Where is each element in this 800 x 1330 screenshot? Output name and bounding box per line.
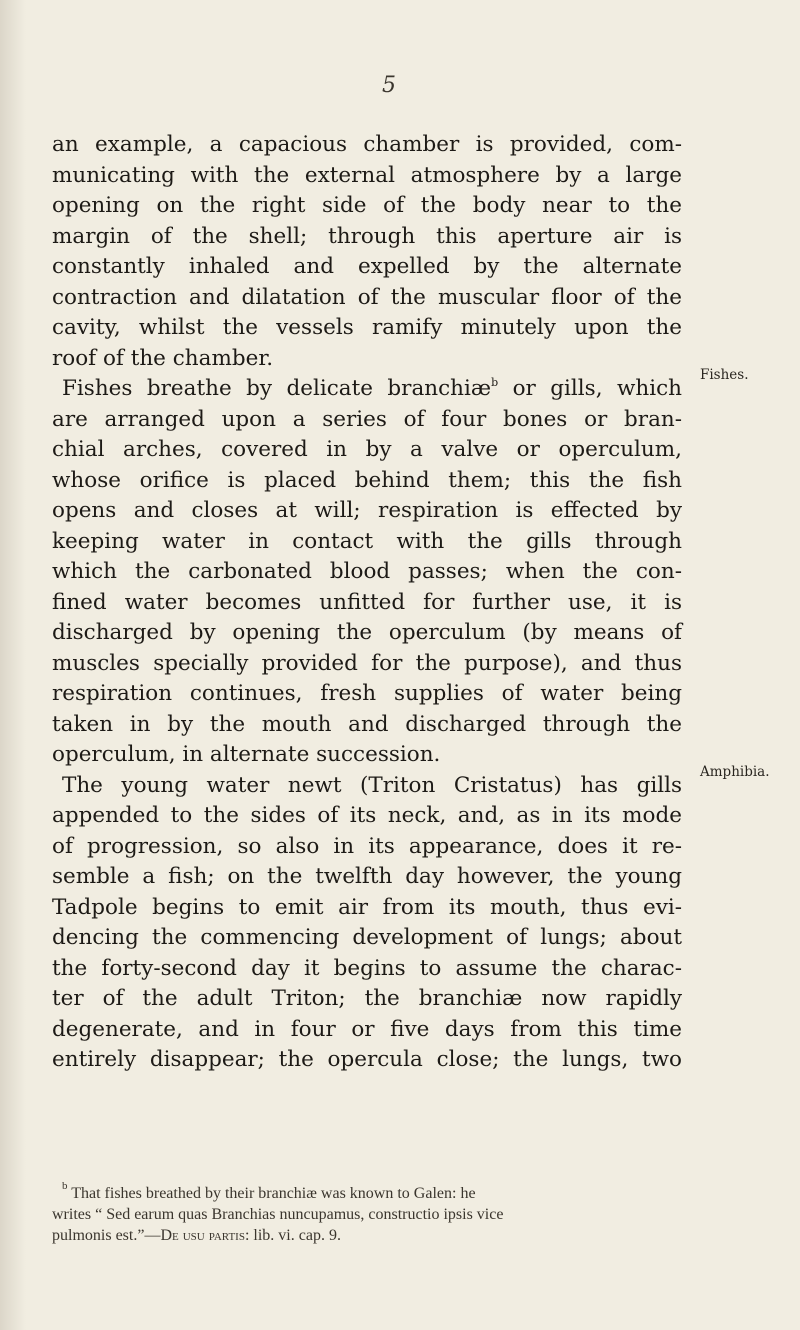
text-line: discharged by opening the operculum (by means of — [52, 620, 682, 645]
text-line: municating with the external atmosphere by a large — [52, 162, 682, 188]
footnote — [52, 1180, 692, 1246]
text-line: chial arches, covered in by a valve or operculum, — [52, 437, 682, 462]
footnote-reference: b — [491, 376, 499, 389]
footnote-line — [52, 1180, 692, 1204]
text-line: keeping water in contact with the gills through — [52, 528, 682, 554]
text-line: fined water becomes unfitted for further use, it is — [52, 589, 682, 615]
footnote-citation: De usu partis — [160, 1227, 245, 1244]
text-line: are arranged upon a series of four bones or bran- — [52, 406, 682, 432]
text-line: which the carbonated blood passes; when the con- — [52, 559, 682, 584]
text-line: respiration continues, fresh supplies of water being — [52, 681, 682, 706]
text-line: whose orifice is placed behind them; this the fish — [52, 467, 682, 493]
text-line: of progression, so also in its appearance, does it re- — [52, 833, 682, 859]
text-line: constantly inhaled and expelled by the alternate — [52, 254, 682, 279]
text-line: muscles specially provided for the purpose), and thus — [52, 650, 682, 676]
text-line: an example, a capacious chamber is provided, com- — [52, 132, 682, 157]
text-line: ter of the adult Triton; the branchiæ now rapidly — [52, 986, 682, 1011]
footnote-text: : lib. vi. cap. 9. — [244, 1227, 341, 1244]
text-line: opening on the right side of the body near to the — [52, 193, 682, 218]
text-line: dencing the commencing development of lungs; about — [52, 925, 682, 950]
text-line: degenerate, and in four or five days from this time — [52, 1016, 682, 1042]
text-line: semble a fish; on the twelfth day however, the young — [52, 864, 682, 889]
text-line: contraction and dilatation of the muscular floor of the — [52, 284, 682, 310]
footnote-line — [52, 1225, 692, 1246]
text-line: opens and closes at will; respiration is effected by — [52, 498, 682, 523]
text-line: the forty-second day it begins to assume the charac- — [52, 955, 682, 981]
text-line: operculum, in alternate succession. — [52, 742, 441, 767]
text-line: margin of the shell; through this aperture air is — [52, 223, 682, 249]
text-line: The young water newt (Triton Cristatus) has gills — [62, 772, 682, 798]
paragraph-fishes — [52, 374, 682, 771]
footnote-text: That fishes breathed by their branchiæ was known to Galen: he — [71, 1185, 476, 1202]
text-line — [52, 374, 682, 405]
page-number: 5 — [382, 73, 396, 98]
text-line: cavity, whilst the vessels ramify minutely upon the — [52, 315, 682, 340]
footnote-marker: b — [62, 1180, 68, 1192]
text-line: entirely disappear; the opercula close; the lungs, two — [52, 1047, 682, 1072]
text-line: taken in by the mouth and discharged through the — [52, 711, 682, 737]
text-fragment: Fishes breathe by delicate branchiæ — [62, 376, 492, 401]
text-fragment: or gills, which — [498, 376, 682, 401]
margin-note-fishes: Fishes. — [700, 367, 749, 383]
body-text — [52, 130, 682, 1076]
text-line: Tadpole begins to emit air from its mouth, thus evi- — [52, 894, 682, 920]
paragraph-amphibia — [52, 771, 682, 1076]
margin-note-amphibia: Amphibia. — [700, 764, 770, 780]
text-line: appended to the sides of its neck, and, as in its mode — [52, 803, 682, 828]
footnote-line: writes “ Sed earum quas Branchias nuncupamus, constructio ipsis vice — [52, 1206, 504, 1223]
paragraph-respiration-mollusc — [52, 130, 682, 374]
footnote-text: pulmonis est.”— — [52, 1227, 161, 1244]
text-line: roof of the chamber. — [52, 345, 274, 371]
